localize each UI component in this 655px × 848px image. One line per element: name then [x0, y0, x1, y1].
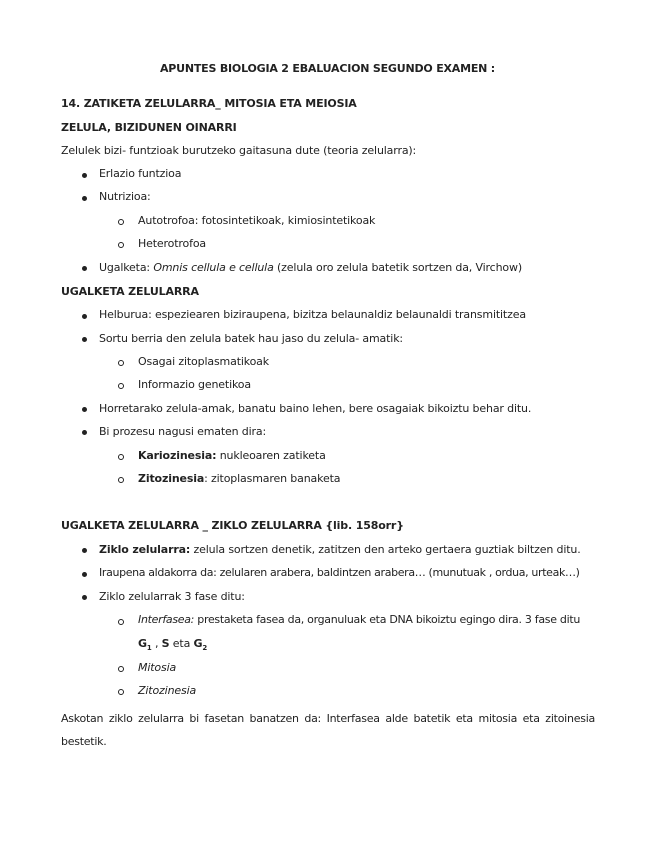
section-heading-zatiketa: 14. ZATIKETA ZELULARRA_ MITOSIA ETA MEIOSIA [61, 97, 357, 110]
section-heading-ziklo: UGALKETA ZELULARRA _ ZIKLO ZELULARRA {lib. 158orr} [61, 519, 404, 532]
phase-g1 [138, 637, 152, 653]
bullet-dot-icon [82, 548, 87, 553]
list-item-interfasea [138, 612, 580, 628]
document-title: APUNTES BIOLOGIA 2 EBALUACION SEGUNDO EXAMEN : [159, 62, 496, 75]
bullet-ring-icon [118, 477, 124, 483]
bullet-ring-icon [118, 219, 124, 225]
list-item-autotrofoa: Autotrofoa: fotosintetikoak, kimiosintetikoak [138, 214, 376, 227]
bullet-dot-icon [82, 266, 87, 271]
ugalketa-suffix: (zelula oro zelula batetik sortzen da, Virchow) [273, 261, 522, 274]
list-item-osagai: Osagai zitoplasmatikoak [138, 355, 269, 368]
bullet-dot-icon [82, 173, 87, 178]
bullet-dot-icon [82, 314, 87, 319]
kariozinesia-term: Kariozinesia: [138, 449, 217, 462]
phase-g2-letter: G [193, 637, 203, 650]
phase-comma: , [151, 637, 162, 650]
list-item-iraupena: Iraupena aldakorra da: zelularen arabera, baldintzen arabera… (munutuak , ordua, urteak…) [99, 566, 580, 579]
interfasea-definition: prestaketa fasea da, organuluak eta DNA bikoiztu egingo dira. 3 fase ditu [194, 613, 581, 626]
bullet-ring-icon [118, 383, 124, 389]
phase-g1-subscript: 1 [146, 644, 152, 653]
bullet-ring-icon [118, 666, 124, 672]
list-item-heterotrofoa: Heterotrofoa [138, 237, 206, 250]
list-item-informazio: Informazio genetikoa [138, 378, 251, 391]
ugalketa-prefix: Ugalketa: [99, 261, 154, 274]
bullet-ring-icon [118, 242, 124, 248]
bullet-dot-icon [82, 595, 87, 600]
phase-g2 [193, 637, 208, 653]
list-item-helburua: Helburua: espeziearen biziraupena, bizitza belaunaldiz belaunaldi transmititzea [99, 308, 526, 321]
kariozinesia-definition: nukleoaren zatiketa [216, 449, 326, 462]
bullet-ring-icon [118, 454, 124, 460]
list-item-sortu: Sortu berria den zelula batek hau jaso du zelula- amatik: [99, 332, 403, 345]
list-item-kariozinesia [138, 448, 326, 464]
list-item-zitozinesia [138, 471, 340, 487]
list-item-zitozinesia-phase [138, 683, 196, 699]
list-item-erlazio: Erlazio funtzioa [99, 167, 182, 180]
zitozinesia-phase-text: Zitozinesia [138, 684, 197, 697]
phase-eta: eta [169, 637, 194, 650]
bullet-dot-icon [82, 407, 87, 412]
section-heading-ugalketa: UGALKETA ZELULARRA [61, 285, 199, 298]
ziklo-term: Ziklo zelularra: [99, 543, 191, 556]
bullet-dot-icon [82, 430, 87, 435]
list-item-prozesu: Bi prozesu nagusi ematen dira: [99, 425, 267, 438]
list-item-horretarako: Horretarako zelula-amak, banatu baino lehen, bere osagaiak bikoiztu behar ditu. [99, 402, 532, 415]
ugalketa-latin: Omnis cellula e cellula [153, 261, 274, 274]
phase-s: S [161, 637, 170, 650]
bullet-dot-icon [82, 337, 87, 342]
phase-g2-subscript: 2 [202, 644, 208, 653]
bullet-dot-icon [82, 196, 87, 201]
list-item-nutrizio: Nutrizioa: [99, 190, 151, 203]
bullet-dot-icon [82, 572, 87, 577]
ziklo-definition: zelula sortzen denetik, zatitzen den arteko gertaera guztiak biltzen ditu. [190, 543, 581, 556]
bullet-ring-icon [118, 689, 124, 695]
zitozinesia-term: Zitozinesia [138, 472, 205, 485]
bullet-ring-icon [118, 360, 124, 366]
phase-g1-letter: G [138, 637, 147, 650]
subheading-zelula: ZELULA, BIZIDUNEN OINARRI [61, 121, 237, 134]
interfasea-phases [138, 636, 207, 652]
list-item-ziklo [99, 542, 581, 558]
paragraph-intro: Zelulek bizi- funtzioak burutzeko gaitasuna dute (teoria zelularra): [61, 144, 417, 157]
bullet-ring-icon [118, 619, 124, 625]
list-item-ugalketa [99, 260, 522, 276]
zitozinesia-definition: : zitoplasmaren banaketa [204, 472, 341, 485]
paragraph-askotan: Askotan ziklo zelularra bi fasetan banatzen da: Interfasea alde batetik eta mitosia eta zitoinesia bestetik. [61, 712, 595, 748]
interfasea-term: Interfasea: [138, 613, 195, 626]
list-item-fase: Ziklo zelularrak 3 fase ditu: [99, 590, 245, 603]
list-item-mitosia [138, 660, 176, 676]
mitosia-text: Mitosia [138, 661, 177, 674]
